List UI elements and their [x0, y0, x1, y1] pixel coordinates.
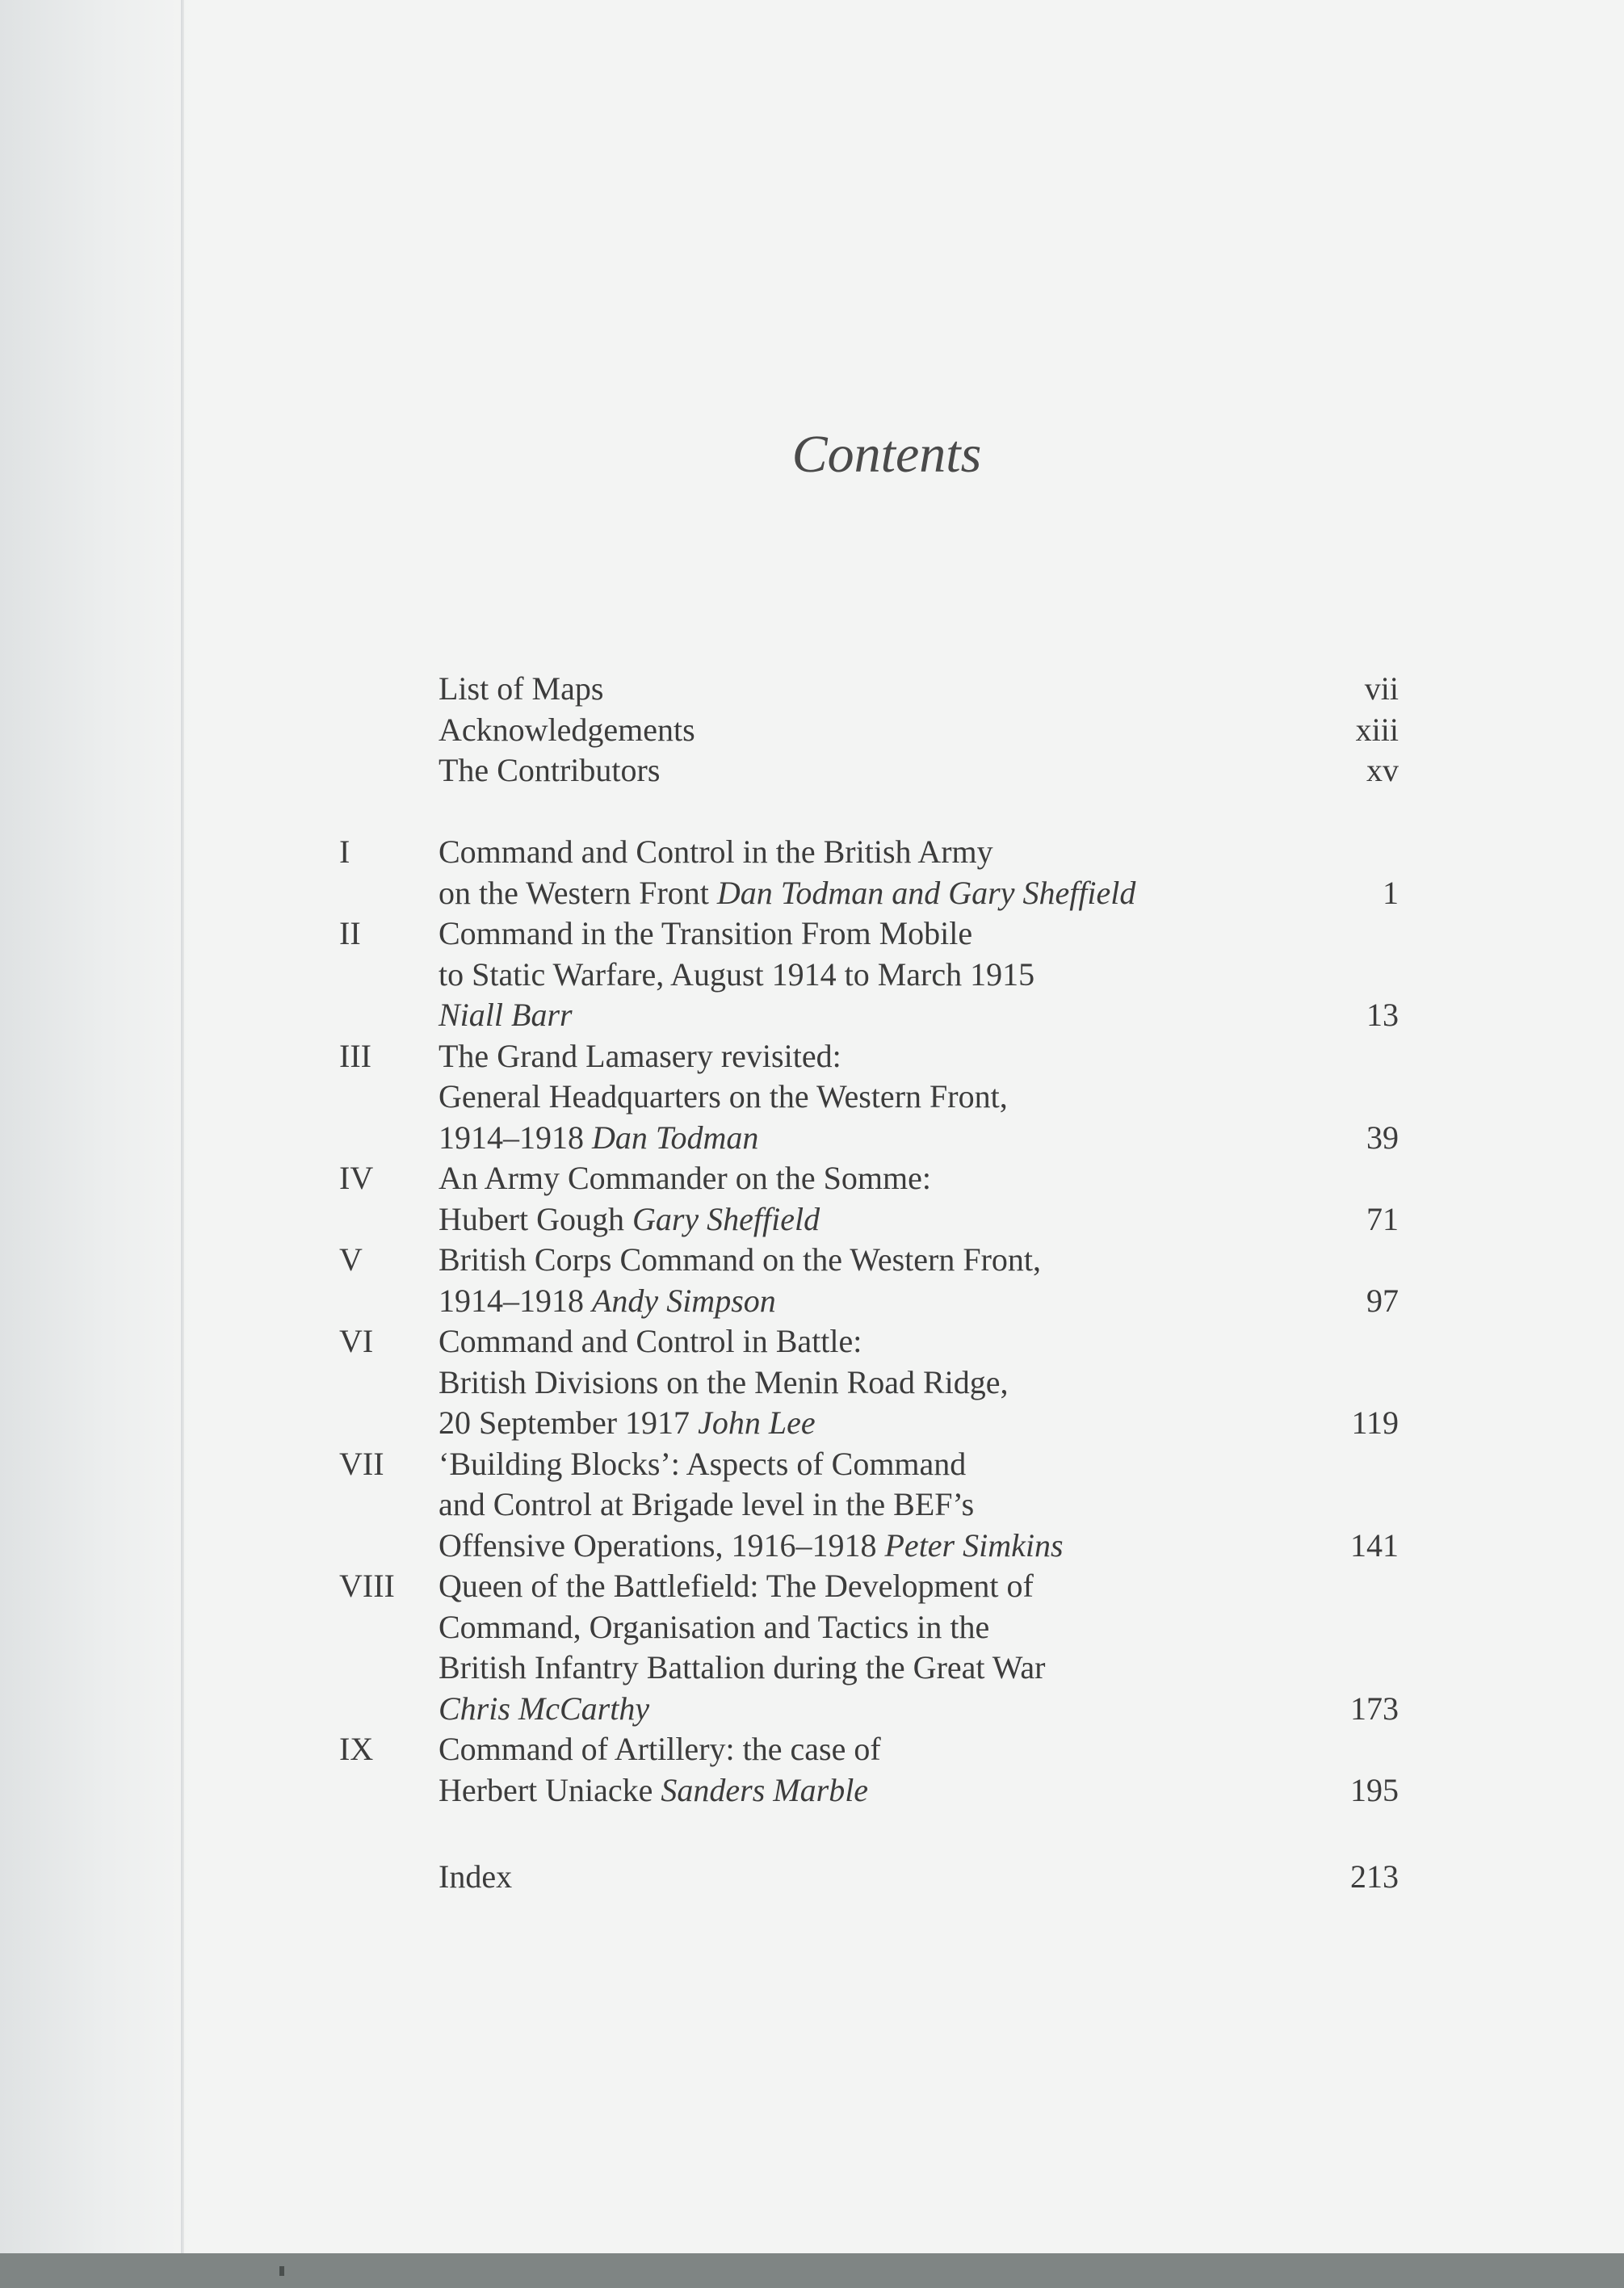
toc-line [0, 1688, 1624, 1730]
page-number: 119 [1351, 1404, 1399, 1441]
toc-line [0, 1076, 1624, 1118]
chapter-number: V [339, 1241, 363, 1278]
chapter-entry [0, 1565, 1624, 1607]
front-matter-entry [0, 668, 1624, 710]
toc-line [0, 994, 1624, 1036]
chapter-title-line: Herbert Uniacke Sanders Marble [439, 1771, 869, 1808]
chapter-entry [0, 1443, 1624, 1485]
chapter-entry [0, 831, 1624, 873]
chapter-author: Sanders Marble [661, 1771, 869, 1808]
toc-line [0, 1117, 1624, 1159]
chapter-title-line: Command of Artillery: the case of [439, 1731, 881, 1767]
chapter-author: Gary Sheffield [632, 1200, 820, 1237]
chapter-title-line: General Headquarters on the Western Front, [439, 1078, 1008, 1115]
chapter-title-line: and Control at Brigade level in the BEF’s [439, 1486, 975, 1522]
chapter-entry [0, 1157, 1624, 1199]
chapter-entry [0, 913, 1624, 955]
chapter-title-line: Offensive Operations, 1916–1918 Peter Simkins [439, 1526, 1064, 1564]
index-entry [0, 1856, 1624, 1898]
chapter-title-line: British Infantry Battalion during the Great War [439, 1649, 1046, 1686]
chapter-title-line: ‘Building Blocks’: Aspects of Command [439, 1445, 967, 1482]
chapter-title-line: Command, Organisation and Tactics in the [439, 1608, 990, 1645]
index-title: Index [439, 1858, 513, 1895]
page-number: 97 [1366, 1282, 1399, 1319]
chapter-title-line: British Corps Command on the Western Front, [439, 1241, 1042, 1278]
page-number: xiii [1355, 711, 1399, 748]
toc-line [0, 1362, 1624, 1404]
chapter-number: VII [339, 1445, 384, 1482]
chapter-title-line: 20 September 1917 John Lee [439, 1404, 816, 1441]
chapter-title-line: Command in the Transition From Mobile [439, 915, 973, 951]
chapter-title-line: to Static Warfare, August 1914 to March 1915 [439, 955, 1035, 993]
chapter-title-line: British Divisions on the Menin Road Ridge, [439, 1363, 1009, 1400]
page-number: 71 [1366, 1200, 1399, 1237]
toc-line [0, 954, 1624, 996]
page-number: xv [1366, 752, 1399, 788]
chapter-author: Dan Todman [592, 1119, 759, 1156]
page-number: 173 [1350, 1690, 1399, 1727]
toc-line [0, 1525, 1624, 1567]
chapter-number: IV [339, 1160, 374, 1196]
chapter-author: Peter Simkins [884, 1526, 1064, 1564]
chapter-author: Niall Barr [439, 997, 573, 1033]
chapter-number: IX [339, 1731, 374, 1767]
chapter-author: Andy Simpson [592, 1282, 776, 1319]
chapter-author: Chris McCarthy [439, 1690, 650, 1727]
page-number: 141 [1350, 1526, 1399, 1564]
chapter-title-line: 1914–1918 Dan Todman [439, 1119, 759, 1156]
page-number: 13 [1366, 997, 1399, 1033]
page-number: 213 [1350, 1858, 1399, 1895]
toc-line [0, 1484, 1624, 1526]
chapter-number: III [339, 1037, 371, 1074]
entry-title: List of Maps [439, 670, 604, 707]
chapter-title-line: Command and Control in Battle: [439, 1323, 862, 1359]
chapter-title-line: An Army Commander on the Somme: [439, 1160, 931, 1196]
chapter-title-line: 1914–1918 Andy Simpson [439, 1282, 776, 1319]
chapter-title-line: The Grand Lamasery revisited: [439, 1037, 841, 1074]
chapter-title-line: Queen of the Battlefield: The Development of [439, 1568, 1034, 1604]
page-number: vii [1364, 670, 1399, 707]
chapter-number: VIII [339, 1568, 395, 1604]
chapter-author: Dan Todman and Gary Sheffield [716, 874, 1136, 911]
front-matter-entry [0, 749, 1624, 791]
chapter-entry [0, 1320, 1624, 1362]
toc-line [0, 1280, 1624, 1322]
page-number: 195 [1350, 1771, 1399, 1808]
chapter-number: II [339, 915, 361, 951]
chapter-title-line: Hubert Gough Gary Sheffield [439, 1200, 820, 1237]
chapter-entry [0, 1035, 1624, 1077]
chapter-title-line: on the Western Front Dan Todman and Gary Sheffield [439, 874, 1136, 911]
chapter-number: VI [339, 1323, 374, 1359]
entry-title: The Contributors [439, 752, 661, 788]
chapter-entry [0, 1239, 1624, 1281]
page-number: 39 [1366, 1119, 1399, 1156]
chapter-entry [0, 1728, 1624, 1770]
toc-line [0, 872, 1624, 914]
toc-line [0, 1770, 1624, 1812]
toc-line [0, 1199, 1624, 1241]
toc-line [0, 1402, 1624, 1444]
toc-line [0, 1606, 1624, 1648]
scan-bottom-edge [0, 2253, 1624, 2288]
front-matter-entry [0, 709, 1624, 751]
page-number: 1 [1383, 874, 1399, 911]
chapter-title-line: Command and Control in the British Army [439, 833, 993, 870]
entry-title: Acknowledgements [439, 711, 695, 748]
toc-line [0, 1647, 1624, 1689]
chapter-number: I [339, 833, 350, 870]
chapter-author: John Lee [698, 1404, 816, 1441]
page-title: Contents [791, 425, 982, 484]
